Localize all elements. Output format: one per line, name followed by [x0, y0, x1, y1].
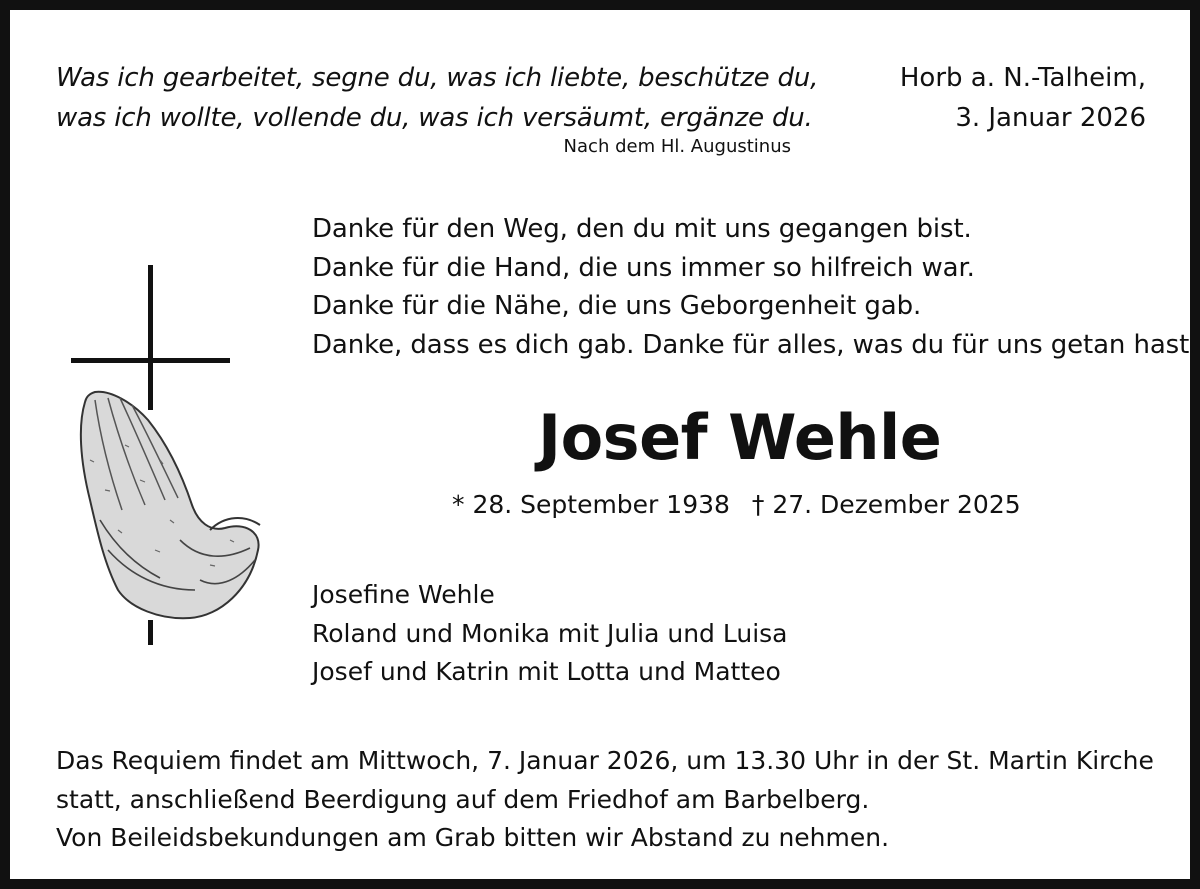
thanks-line-4: Danke, dass es dich gab. Danke für alles, was du für uns getan hast. — [312, 329, 1198, 360]
service-notice — [56, 742, 1186, 858]
notice-line-3: Von Beileidsbekundungen am Grab bitten wir Abstand zu nehmen. — [56, 823, 890, 852]
date: 3. Januar 2026 — [955, 103, 1146, 133]
quote-source: Nach dem Hl. Augustinus — [563, 136, 791, 157]
mourner-line: Josefine Wehle — [312, 580, 495, 609]
notice-line-1: Das Requiem findet am Mittwoch, 7. Januar 2026, um 13.30 Uhr in der St. Martin Kirche — [56, 746, 1154, 775]
thanks-line-3: Danke für die Nähe, die uns Geborgenheit gab. — [312, 291, 922, 321]
quote-line-2: was ich wollte, vollende du, was ich versäumt, ergänze du. — [56, 103, 813, 133]
death-date: † 27. Dezember 2025 — [751, 490, 1021, 519]
thanks-line-1: Danke für den Weg, den du mit uns gegangen bist. — [312, 214, 972, 244]
life-dates — [452, 487, 1021, 523]
mourners — [312, 576, 788, 692]
mourner-line: Roland und Monika mit Julia und Luisa — [312, 618, 788, 648]
quote-line-1: Was ich gearbeitet, segne du, was ich liebte, beschütze du, — [56, 63, 819, 93]
thanks-verse — [312, 210, 1198, 364]
notice-line-2: statt, anschließend Beerdigung auf dem Friedhof am Barbelberg. — [56, 784, 870, 814]
place-date — [900, 58, 1146, 138]
deceased-name: Josef Wehle — [538, 401, 942, 474]
place: Horb a. N.-Talheim, — [899, 63, 1146, 93]
birth-date: * 28. September 1938 — [452, 490, 730, 519]
thanks-line-2: Danke für die Hand, die uns immer so hilfreich war. — [312, 252, 975, 283]
quote — [56, 58, 819, 138]
mourner-line: Josef und Katrin mit Lotta und Matteo — [312, 657, 781, 686]
